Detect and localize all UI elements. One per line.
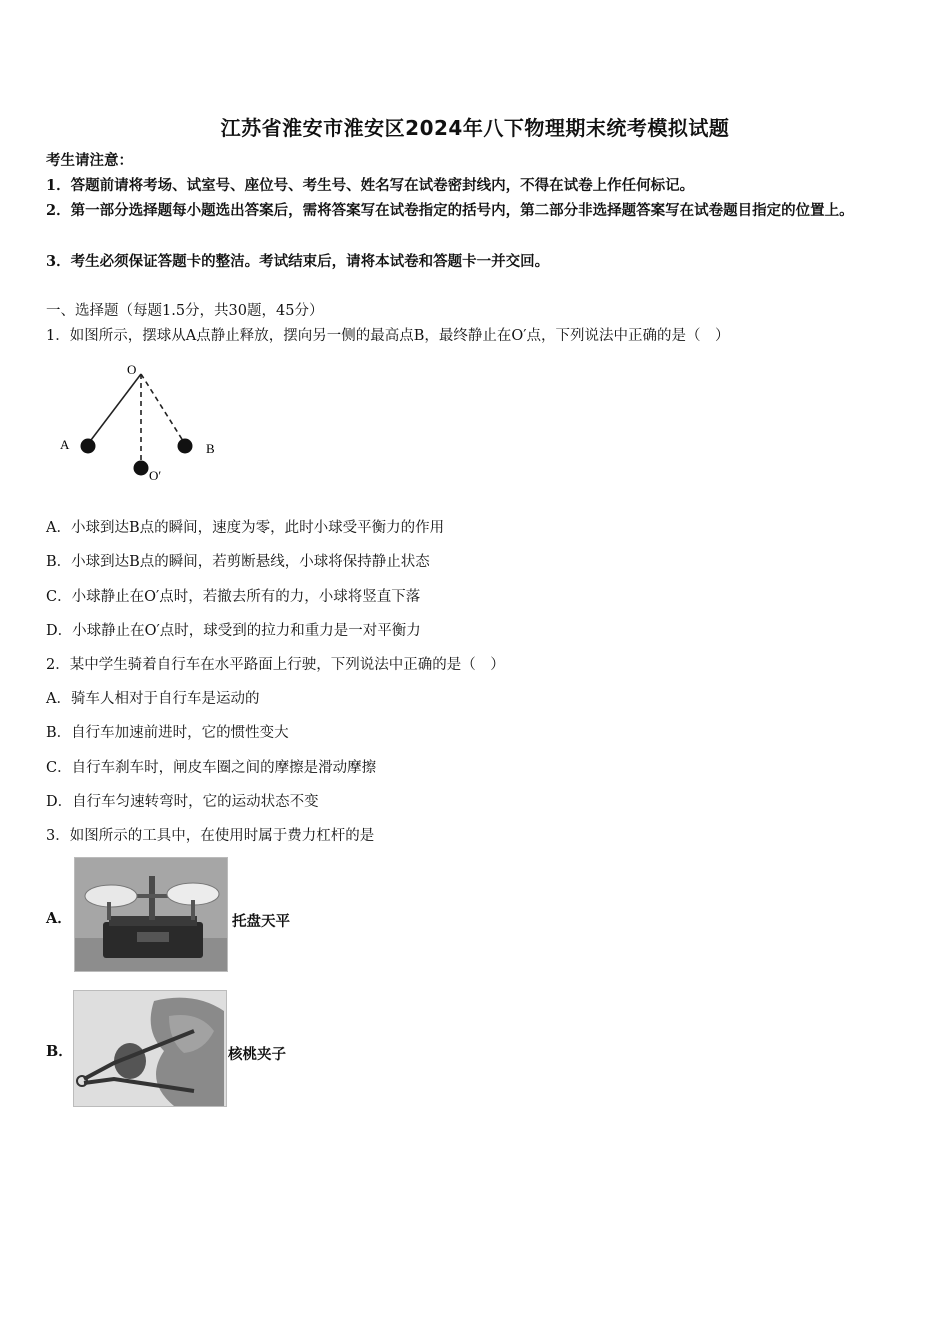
- q1-option-c: C．小球静止在O′点时，若撤去所有的力，小球将竖直下落: [46, 589, 421, 605]
- q1-option-d: D．小球静止在O′点时，球受到的拉力和重力是一对平衡力: [46, 623, 421, 639]
- notice-item-1: 1．答题前请将考场、试室号、座位号、考生号、姓名写在试卷密封线内，不得在试卷上作任何标记。: [46, 177, 695, 194]
- balance-scale-photo: [74, 857, 228, 972]
- q2-option-a: A．骑车人相对于自行车是运动的: [46, 691, 260, 707]
- q1-option-a: A．小球到达B点的瞬间，速度为零，此时小球受平衡力的作用: [46, 520, 445, 536]
- notice-item-3: 3．考生必须保证答题卡的整洁。考试结束后，请将本试卷和答题卡一并交回。: [46, 253, 550, 270]
- question-1-stem: 1．如图所示，摆球从A点静止释放，摆向另一侧的最高点B，最终静止在O′点，下列说法中正确的是（ ）: [46, 328, 730, 344]
- question-3-stem: 3．如图所示的工具中，在使用时属于费力杠杆的是: [46, 828, 375, 844]
- ball-b: [178, 439, 193, 454]
- q3-option-a-letter: A．: [46, 910, 72, 927]
- label-o-prime: O′: [149, 468, 162, 483]
- label-a: A: [60, 437, 70, 452]
- ball-o-prime: [134, 461, 149, 476]
- page-title: 江苏省淮安市淮安区2024年八下物理期末统考模拟试题: [220, 116, 730, 140]
- q2-option-c: C．自行车刹车时，闸皮车圈之间的摩擦是滑动摩擦: [46, 760, 377, 776]
- notice-item-2: 2．第一部分选择题每小题选出答案后，需将答案写在试卷指定的括号内，第二部分非选择题答案写在试卷题目指定的位置上。: [46, 202, 854, 219]
- q1-option-b: B．小球到达B点的瞬间，若剪断悬线，小球将保持静止状态: [46, 554, 430, 570]
- q3-option-b-caption: 核桃夹子: [228, 1046, 286, 1063]
- ball-a: [81, 439, 96, 454]
- pendulum-string-a: [88, 374, 141, 444]
- section-heading: 一、选择题（每题1.5分，共30题，45分）: [46, 303, 324, 319]
- q2-option-b: B．自行车加速前进时，它的惯性变大: [46, 725, 289, 741]
- q2-option-d: D．自行车匀速转弯时，它的运动状态不变: [46, 794, 319, 810]
- q3-option-b-letter: B．: [46, 1043, 73, 1060]
- q3-option-a-caption: 托盘天平: [232, 913, 290, 930]
- nutcracker-photo: [73, 990, 227, 1107]
- pendulum-dashed-b: [141, 374, 185, 444]
- label-o: O: [127, 362, 137, 377]
- label-b: B: [206, 441, 215, 456]
- pendulum-figure: [55, 358, 235, 488]
- notice-heading: 考生请注意：: [46, 152, 133, 169]
- question-2-stem: 2．某中学生骑着自行车在水平路面上行驶，下列说法中正确的是（ ）: [46, 657, 505, 673]
